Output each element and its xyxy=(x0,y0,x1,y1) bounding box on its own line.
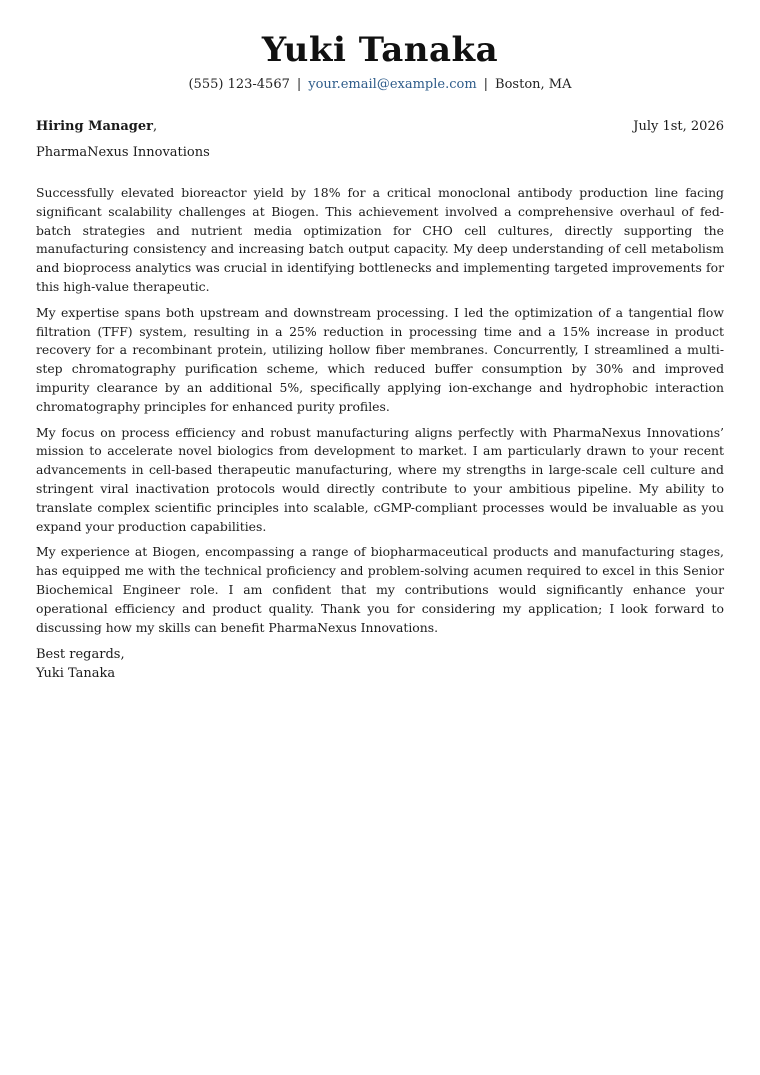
body-paragraph: Successfully elevated bioreactor yield by 18% for a critical monoclonal antibody production line facing significant scalability challenges at Biogen. This achievement involved a comprehensive overhaul of fed-batch strategies and nutrient media optimization for CHO cell cultures, directly supporting the manufacturing consistency and increasing batch output capacity. My deep understanding of cell metabolism and bioprocess analytics was crucial in identifying bottlenecks and implementing targeted improvements for this high-value therapeutic. xyxy=(36,185,724,294)
recipient-company: PharmaNexus Innovations xyxy=(36,145,210,160)
body-paragraph: My expertise spans both upstream and downstream processing. I led the optimization of a tangential flow filtration (TFF) system, resulting in a 25% reduction in processing time and a 15% increase in product recovery for a recombinant protein, utilizing hollow fiber membranes. Concurrently, I streamlined a multi-step chromatography purification scheme, which reduced buffer consumption by 30% and improved impurity clearance by an additional 5%, specifically applying ion-exchange and hydrophobic interaction chromatography principles for enhanced purity profiles. xyxy=(36,304,724,414)
location: Boston, MA xyxy=(495,77,572,92)
letter-date: July 1st, 2026 xyxy=(633,119,724,134)
contact-separator: | xyxy=(296,77,302,92)
closing-salutation: Best regards, xyxy=(36,647,125,663)
applicant-name: Yuki Tanaka xyxy=(261,30,499,70)
signature-name: Yuki Tanaka xyxy=(36,666,116,682)
letter-closing xyxy=(36,645,724,683)
contact-line xyxy=(36,76,724,94)
email-link[interactable]: your.email@example.com xyxy=(308,77,477,92)
recipient-title xyxy=(36,118,157,136)
recipient-title-text: Hiring Manager xyxy=(36,119,153,134)
letter-body xyxy=(36,184,724,637)
phone-number: (555) 123-4567 xyxy=(188,77,290,92)
contact-separator: | xyxy=(483,77,489,92)
body-paragraph: My experience at Biogen, encompassing a range of biopharmaceutical products and manufacturing stages, has equipped me with the technical proficiency and problem-solving acumen required to excel in this Senior Biochemical Engineer role. I am confident that my contributions would significantly enhance your operational efficiency and product quality. Thank you for considering my application; I look forward to discussing how my skills can benefit PharmaNexus Innovations. xyxy=(36,544,724,635)
recipient-title-suffix: , xyxy=(152,119,158,134)
cover-letter-page xyxy=(36,0,724,683)
recipient-date-row xyxy=(36,118,724,136)
body-paragraph: My focus on process efficiency and robust manufacturing aligns perfectly with PharmaNexus Innovations’ mission to accelerate novel biologics from development to market. I am particularly drawn to your recent advancements in cell-based therapeutic manufacturing, where my strengths in large-scale cell culture and stringent viral inactivation protocols would directly contribute to your ambitious pipeline. My ability to translate complex scientific principles into scalable, cGMP-compliant processes would be invaluable as you expand your production capabilities. xyxy=(36,424,724,534)
